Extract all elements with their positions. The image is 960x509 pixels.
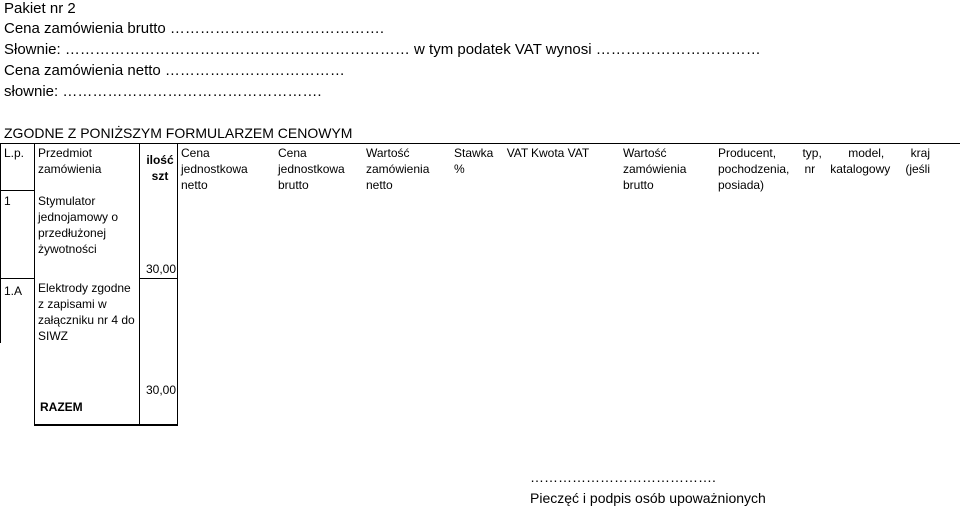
total-qty: 30,00 (146, 383, 177, 397)
header-vat-amount: Kwota VAT (531, 146, 590, 160)
row1-item: Stymulator jednojamowy o przedłużonej żywotności (38, 194, 119, 256)
header-unit-net: Cena jednostkowa netto (181, 146, 248, 192)
header-order-gross: Wartość zamówienia brutto (623, 146, 687, 192)
row2-lp: 1.A (4, 284, 23, 298)
gross-price-line: Cena zamówienia brutto ……………………………………. (4, 20, 385, 37)
words-line: słownie: ……………………………………………. (4, 83, 322, 100)
row1-lp: 1 (4, 194, 11, 208)
header-order-net: Wartość zamówienia netto (366, 146, 430, 192)
signature-label: Pieczęć i podpis osób upoważnionych (530, 490, 766, 506)
package-number: Pakiet nr 2 (4, 0, 76, 17)
header-vat-rate: Stawka VAT % (454, 146, 529, 176)
row2-item: Elektrody zgodne z zapisami w załączniku nr 4 do SIWZ (38, 281, 135, 343)
row1-qty: 30,00 (146, 262, 177, 276)
total-label: RAZEM (40, 400, 83, 414)
header-lp: L.p. (4, 146, 25, 160)
header-item: Przedmiot zamówienia (38, 146, 102, 176)
words-vat-line: Słownie: …………………………………………………………… w tym podatek VAT wynosi …………………………… (4, 41, 761, 58)
header-qty: ilość szt (146, 153, 174, 183)
header-unit-gross: Cena jednostkowa brutto (278, 146, 345, 192)
net-price-line: Cena zamówienia netto ……………………………… (4, 62, 345, 79)
form-title: ZGODNE Z PONIŻSZYM FORMULARZEM CENOWYM (4, 125, 353, 141)
signature-dots: …………………………………. (530, 469, 716, 485)
header-producer: Producent, typ, model, kraj pochodzenia, nr katalogowy (jeśli posiada) (718, 146, 930, 192)
